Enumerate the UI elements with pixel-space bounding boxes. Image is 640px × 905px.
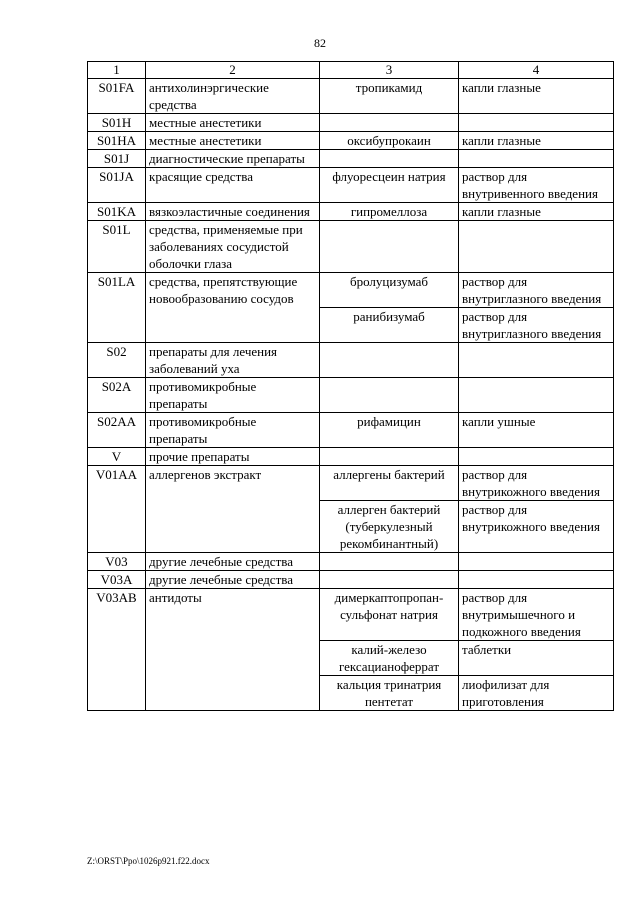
group-cell: другие лечебные средства <box>146 571 320 589</box>
drug-table <box>87 61 614 711</box>
group-cell: аллергенов экстракт <box>146 466 320 553</box>
drug-cell: бролуцизумаб <box>320 273 459 308</box>
column-header: 3 <box>320 62 459 79</box>
dosage-form-cell <box>459 150 614 168</box>
dosage-form-cell <box>459 571 614 589</box>
drug-cell: ранибизумаб <box>320 308 459 343</box>
atc-code-cell: V03AB <box>88 589 146 711</box>
table-row <box>88 448 614 466</box>
dosage-form-cell <box>459 343 614 378</box>
drug-cell: гипромеллоза <box>320 203 459 221</box>
group-cell: противомикробные препараты <box>146 378 320 413</box>
drug-cell: димеркаптопропан-сульфонат натрия <box>320 589 459 641</box>
atc-code-cell: S01FA <box>88 79 146 114</box>
atc-code-cell: S02AA <box>88 413 146 448</box>
atc-code-cell: V <box>88 448 146 466</box>
atc-code-cell: S01J <box>88 150 146 168</box>
drug-cell <box>320 114 459 132</box>
dosage-form-cell: раствор для внутривенного введения <box>459 168 614 203</box>
atc-code-cell: S01L <box>88 221 146 273</box>
drug-cell <box>320 221 459 273</box>
group-cell: другие лечебные средства <box>146 553 320 571</box>
column-header: 2 <box>146 62 320 79</box>
dosage-form-cell <box>459 221 614 273</box>
group-cell: местные анестетики <box>146 132 320 150</box>
atc-code-cell: S01LA <box>88 273 146 343</box>
drug-cell <box>320 448 459 466</box>
dosage-form-cell: раствор для внутрикожного введения <box>459 501 614 553</box>
atc-code-cell: V03A <box>88 571 146 589</box>
dosage-form-cell: раствор для внутриглазного введения <box>459 273 614 308</box>
drug-cell <box>320 343 459 378</box>
file-path-footer: Z:\ORST\Ppo\1026p921.f22.docx <box>87 856 210 866</box>
table-row <box>88 589 614 641</box>
drug-cell: калий-железо гексацианоферрат <box>320 641 459 676</box>
drug-cell: аллергены бактерий <box>320 466 459 501</box>
dosage-form-cell: капли глазные <box>459 79 614 114</box>
table-header-row <box>88 62 614 79</box>
dosage-form-cell <box>459 378 614 413</box>
dosage-form-cell: раствор для внутрикожного введения <box>459 466 614 501</box>
dosage-form-cell <box>459 114 614 132</box>
column-header: 1 <box>88 62 146 79</box>
table-row <box>88 413 614 448</box>
atc-code-cell: S01H <box>88 114 146 132</box>
dosage-form-cell <box>459 553 614 571</box>
group-cell: антидоты <box>146 589 320 711</box>
drug-cell: тропикамид <box>320 79 459 114</box>
drug-cell <box>320 571 459 589</box>
drug-cell <box>320 553 459 571</box>
table-row <box>88 221 614 273</box>
dosage-form-cell: таблетки <box>459 641 614 676</box>
atc-code-cell: S02 <box>88 343 146 378</box>
group-cell: красящие средства <box>146 168 320 203</box>
drug-cell: рифамицин <box>320 413 459 448</box>
group-cell: противомикробные препараты <box>146 413 320 448</box>
drug-cell: кальция тринатрия пентетат <box>320 676 459 711</box>
group-cell: местные анестетики <box>146 114 320 132</box>
table-row <box>88 466 614 501</box>
drug-cell: оксибупрокаин <box>320 132 459 150</box>
group-cell: вязкоэластичные соединения <box>146 203 320 221</box>
dosage-form-cell: раствор для внутриглазного введения <box>459 308 614 343</box>
table-row <box>88 132 614 150</box>
table-row <box>88 273 614 308</box>
dosage-form-cell: лиофилизат для приготовления <box>459 676 614 711</box>
dosage-form-cell: капли ушные <box>459 413 614 448</box>
group-cell: антихолинэргические средства <box>146 79 320 114</box>
dosage-form-cell <box>459 448 614 466</box>
column-header: 4 <box>459 62 614 79</box>
dosage-form-cell: капли глазные <box>459 203 614 221</box>
group-cell: диагностические препараты <box>146 150 320 168</box>
atc-code-cell: S01JA <box>88 168 146 203</box>
table-row <box>88 114 614 132</box>
dosage-form-cell: раствор для внутримышечного и подкожного введения <box>459 589 614 641</box>
table-row <box>88 150 614 168</box>
drug-cell: флуоресцеин натрия <box>320 168 459 203</box>
group-cell: прочие препараты <box>146 448 320 466</box>
table-row <box>88 79 614 114</box>
table-row <box>88 203 614 221</box>
drug-cell: аллерген бактерий (туберкулезный рекомбинантный) <box>320 501 459 553</box>
table-row <box>88 553 614 571</box>
atc-code-cell: V01AA <box>88 466 146 553</box>
group-cell: препараты для лечения заболеваний уха <box>146 343 320 378</box>
group-cell: средства, препятствующие новообразованию сосудов <box>146 273 320 343</box>
drug-cell <box>320 150 459 168</box>
dosage-form-cell: капли глазные <box>459 132 614 150</box>
page-number: 82 <box>314 36 326 50</box>
atc-code-cell: S02A <box>88 378 146 413</box>
table-row <box>88 168 614 203</box>
atc-code-cell: S01KA <box>88 203 146 221</box>
table-row <box>88 343 614 378</box>
table-row <box>88 571 614 589</box>
table-row <box>88 378 614 413</box>
drug-cell <box>320 378 459 413</box>
atc-code-cell: S01HA <box>88 132 146 150</box>
atc-code-cell: V03 <box>88 553 146 571</box>
group-cell: средства, применяемые при заболеваниях сосудистой оболочки глаза <box>146 221 320 273</box>
